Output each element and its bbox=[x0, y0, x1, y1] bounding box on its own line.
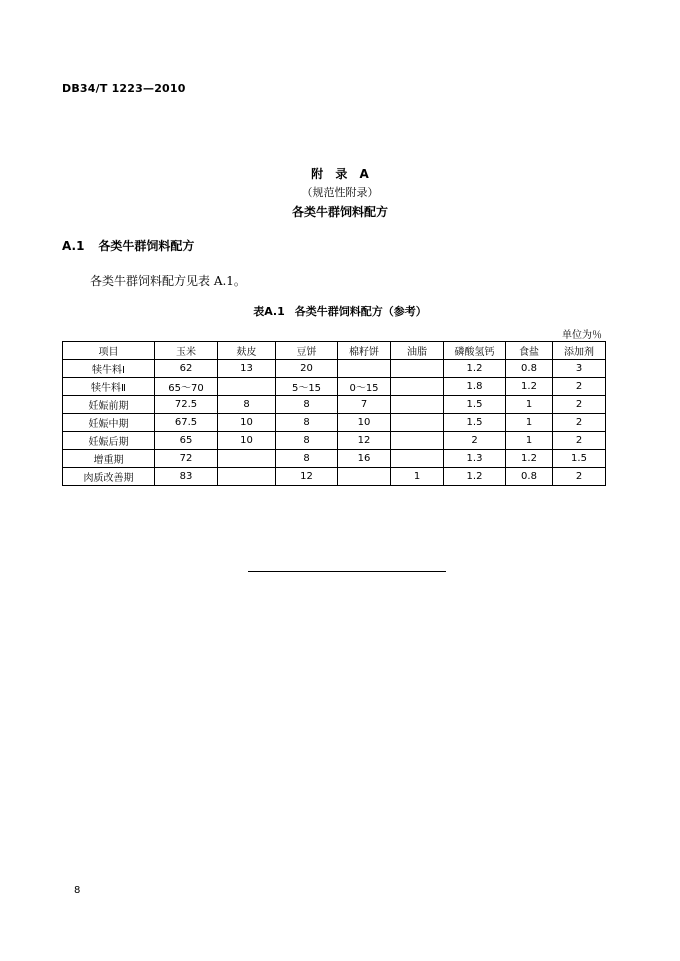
section-heading bbox=[62, 237, 194, 254]
column-header: 磷酸氢钙 bbox=[444, 342, 506, 360]
table-cell: 8 bbox=[276, 450, 338, 468]
table-cell: 8 bbox=[276, 432, 338, 450]
table-cell: 1.5 bbox=[553, 450, 606, 468]
row-label-cell: 犊牛料Ⅰ bbox=[63, 360, 155, 378]
table-cell: 67.5 bbox=[155, 414, 218, 432]
table-caption-number: 表A.1 bbox=[253, 305, 285, 318]
table-cell: 12 bbox=[276, 468, 338, 486]
table-cell bbox=[391, 450, 444, 468]
table-cell: 2 bbox=[553, 432, 606, 450]
table-cell bbox=[218, 468, 276, 486]
row-label-cell: 妊娠中期 bbox=[63, 414, 155, 432]
table-header bbox=[63, 342, 606, 360]
column-header: 玉米 bbox=[155, 342, 218, 360]
table-row bbox=[63, 468, 606, 486]
table-cell: 83 bbox=[155, 468, 218, 486]
table-cell: 62 bbox=[155, 360, 218, 378]
row-label-cell: 肉质改善期 bbox=[63, 468, 155, 486]
table-row bbox=[63, 360, 606, 378]
table-cell: 10 bbox=[218, 414, 276, 432]
table-cell bbox=[391, 360, 444, 378]
column-header: 油脂 bbox=[391, 342, 444, 360]
table-cell: 1 bbox=[506, 432, 553, 450]
row-label-cell: 犊牛料Ⅱ bbox=[63, 378, 155, 396]
appendix-title: 附 录 A bbox=[311, 167, 369, 181]
column-header: 豆饼 bbox=[276, 342, 338, 360]
table-row bbox=[63, 450, 606, 468]
table-cell bbox=[391, 396, 444, 414]
table-cell bbox=[391, 432, 444, 450]
table-cell: 5～15 bbox=[276, 378, 338, 396]
table-cell: 1.2 bbox=[444, 468, 506, 486]
table-cell: 0～15 bbox=[338, 378, 391, 396]
table-cell: 16 bbox=[338, 450, 391, 468]
table-cell: 65 bbox=[155, 432, 218, 450]
table-cell: 1 bbox=[506, 396, 553, 414]
column-header: 食盐 bbox=[506, 342, 553, 360]
table-cell: 2 bbox=[444, 432, 506, 450]
appendix-name: 各类牛群饲料配方 bbox=[291, 205, 388, 219]
table-cell bbox=[338, 468, 391, 486]
table-caption bbox=[0, 303, 680, 319]
unit-note: 单位为％ bbox=[562, 330, 602, 341]
feed-formula-table bbox=[62, 341, 606, 486]
table-cell: 8 bbox=[218, 396, 276, 414]
table-row bbox=[63, 396, 606, 414]
table-cell: 2 bbox=[553, 414, 606, 432]
table-cell: 10 bbox=[218, 432, 276, 450]
table-cell: 1.5 bbox=[444, 414, 506, 432]
table-cell: 1 bbox=[391, 468, 444, 486]
body-paragraph: 各类牛群饲料配方见表 A.1。 bbox=[90, 274, 246, 288]
table-cell: 13 bbox=[218, 360, 276, 378]
appendix-type: （规范性附录） bbox=[301, 186, 379, 199]
table-cell: 72 bbox=[155, 450, 218, 468]
table-cell: 1.3 bbox=[444, 450, 506, 468]
page-number: 8 bbox=[74, 885, 81, 896]
table-body bbox=[63, 360, 606, 486]
table-cell: 65～70 bbox=[155, 378, 218, 396]
table-cell: 8 bbox=[276, 396, 338, 414]
table-caption-title: 各类牛群饲料配方（参考） bbox=[294, 305, 427, 318]
row-label-cell: 增重期 bbox=[63, 450, 155, 468]
table-row bbox=[63, 378, 606, 396]
column-header: 棉籽饼 bbox=[338, 342, 391, 360]
table-header-row bbox=[63, 342, 606, 360]
column-header: 添加剂 bbox=[553, 342, 606, 360]
row-label-cell: 妊娠后期 bbox=[63, 432, 155, 450]
table-cell: 8 bbox=[276, 414, 338, 432]
table-cell: 7 bbox=[338, 396, 391, 414]
table-cell: 0.8 bbox=[506, 468, 553, 486]
table-cell: 1 bbox=[506, 414, 553, 432]
table-cell: 2 bbox=[553, 468, 606, 486]
table-cell bbox=[391, 378, 444, 396]
table-row bbox=[63, 414, 606, 432]
row-label-cell: 妊娠前期 bbox=[63, 396, 155, 414]
table-cell: 0.8 bbox=[506, 360, 553, 378]
table-cell: 12 bbox=[338, 432, 391, 450]
table-cell bbox=[218, 378, 276, 396]
table-row bbox=[63, 432, 606, 450]
section-title: 各类牛群饲料配方 bbox=[98, 239, 195, 253]
table-cell: 1.2 bbox=[506, 378, 553, 396]
column-header: 项目 bbox=[63, 342, 155, 360]
table-cell: 1.8 bbox=[444, 378, 506, 396]
table-cell: 3 bbox=[553, 360, 606, 378]
table-cell bbox=[391, 414, 444, 432]
table-cell: 1.2 bbox=[444, 360, 506, 378]
end-rule bbox=[248, 571, 446, 572]
table-cell: 2 bbox=[553, 396, 606, 414]
column-header: 麸皮 bbox=[218, 342, 276, 360]
table-cell bbox=[218, 450, 276, 468]
table-cell: 20 bbox=[276, 360, 338, 378]
document-code: DB34/T 1223—2010 bbox=[62, 82, 186, 95]
table-cell: 1.2 bbox=[506, 450, 553, 468]
table-cell: 72.5 bbox=[155, 396, 218, 414]
table-cell: 1.5 bbox=[444, 396, 506, 414]
table-cell: 2 bbox=[553, 378, 606, 396]
table-cell bbox=[338, 360, 391, 378]
section-number: A.1 bbox=[62, 239, 85, 253]
table-cell: 10 bbox=[338, 414, 391, 432]
